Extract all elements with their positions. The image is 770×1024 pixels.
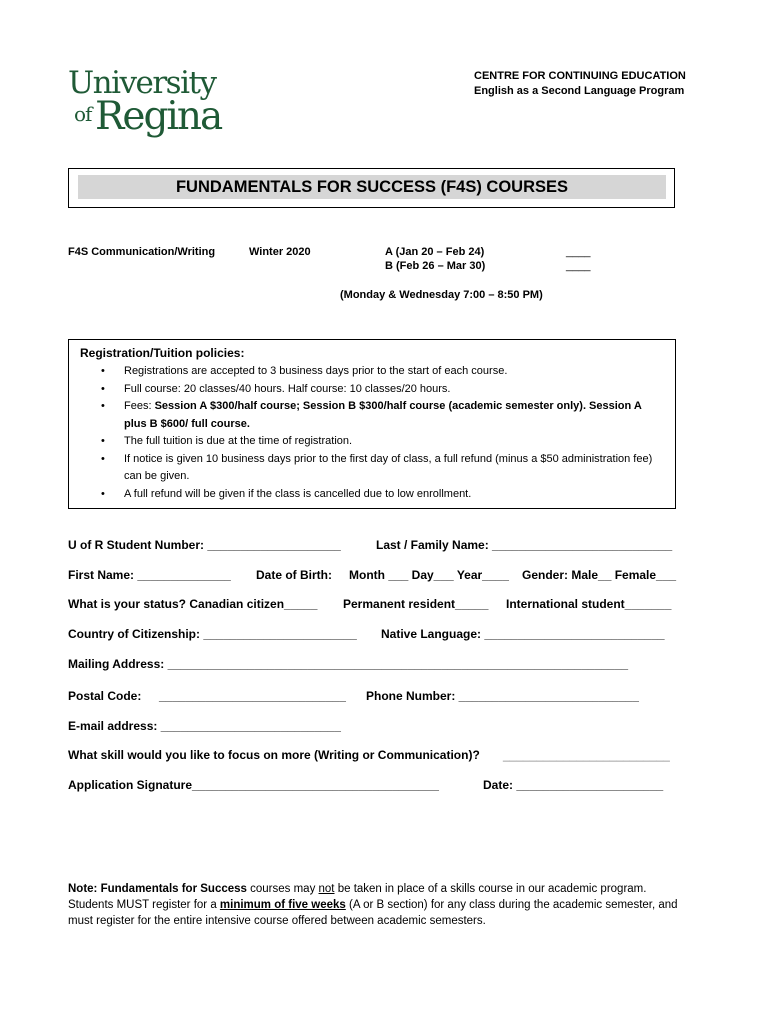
policies-title: Registration/Tuition policies: bbox=[80, 346, 245, 360]
title-box bbox=[68, 168, 675, 208]
page-title: FUNDAMENTALS FOR SUCCESS (F4S) COURSES bbox=[78, 175, 666, 199]
gender-field[interactable]: Gender: Male__ Female___ bbox=[522, 568, 677, 582]
footer-note: Note: Fundamentals for Success courses may not be taken in place of a skills course in our academic program. Students MUST register for a minimum of five weeks (A or B section) for any class during the academic semester, and must register for the entire intensive course offered between academic semesters. bbox=[68, 883, 678, 927]
postal-code-field[interactable]: ____________________________ bbox=[159, 689, 346, 703]
policy-item: • Full course: 20 classes/40 hours. Half course: 10 classes/20 hours. bbox=[69, 381, 654, 399]
date-field[interactable]: Date: ______________________ bbox=[483, 778, 664, 792]
policy-item: • If notice is given 10 business days prior to the first day of class, a full refund (minus a $50 administration fee) can be given. bbox=[101, 452, 653, 482]
dob-field[interactable]: Month ___ Day___ Year____ bbox=[349, 568, 509, 582]
skill-field[interactable]: _________________________ bbox=[503, 748, 670, 762]
status-pr-field[interactable]: Permanent resident_____ bbox=[343, 597, 489, 611]
policies-box bbox=[68, 339, 676, 509]
header-program: English as a Second Language Program bbox=[474, 85, 685, 97]
session-b-blank[interactable]: ____ bbox=[566, 260, 591, 272]
bullet-icon: • bbox=[101, 400, 105, 412]
policies-list bbox=[69, 363, 654, 503]
status-intl-field[interactable]: International student_______ bbox=[506, 597, 672, 611]
mailing-address-field[interactable]: Mailing Address: _____________________________________________________________________ bbox=[68, 657, 629, 671]
signature-field[interactable]: Application Signature_____________________________________ bbox=[68, 778, 439, 792]
course-term: Winter 2020 bbox=[249, 246, 311, 258]
policy-item: • Registrations are accepted to 3 business days prior to the start of each course. bbox=[69, 363, 654, 381]
course-schedule: (Monday & Wednesday 7:00 – 8:50 PM) bbox=[340, 289, 543, 301]
policy-item: • A full refund will be given if the class is cancelled due to low enrollment. bbox=[69, 486, 654, 504]
logo-regina: Regina bbox=[95, 94, 222, 139]
session-a-blank[interactable]: ____ bbox=[566, 246, 591, 258]
bullet-icon: • bbox=[101, 382, 105, 395]
session-a: A (Jan 20 – Feb 24) bbox=[385, 246, 485, 258]
bullet-icon: • bbox=[101, 435, 105, 447]
student-number-field[interactable]: U of R Student Number: ____________________ bbox=[68, 538, 341, 552]
logo-of: of bbox=[74, 102, 92, 126]
email-field[interactable]: E-mail address: ___________________________ bbox=[68, 719, 341, 733]
course-name: F4S Communication/Writing bbox=[68, 246, 216, 258]
skill-question: What skill would you like to focus on more (Writing or Communication)? bbox=[68, 748, 480, 762]
policy-item: • Fees: Session A $300/half course; Session B $300/half course (academic semester only). Session A plus B $600/ full course. bbox=[101, 400, 642, 430]
native-language-field[interactable]: Native Language: ___________________________ bbox=[381, 627, 665, 641]
last-name-field[interactable]: Last / Family Name: ___________________________ bbox=[376, 538, 673, 552]
header-centre: CENTRE FOR CONTINUING EDUCATION bbox=[474, 70, 686, 82]
bullet-icon: • bbox=[101, 452, 105, 465]
policy-item: • The full tuition is due at the time of registration. bbox=[69, 433, 654, 451]
phone-field[interactable]: Phone Number: ___________________________ bbox=[366, 689, 639, 703]
postal-code-label: Postal Code: bbox=[68, 689, 142, 703]
logo-university: University bbox=[68, 65, 216, 101]
citizenship-field[interactable]: Country of Citizenship: _______________________ bbox=[68, 627, 357, 641]
first-name-field[interactable]: First Name: ______________ bbox=[68, 568, 231, 582]
bullet-icon: • bbox=[101, 365, 105, 377]
session-b: B (Feb 26 – Mar 30) bbox=[385, 260, 486, 272]
dob-label: Date of Birth: bbox=[256, 568, 332, 582]
bullet-icon: • bbox=[101, 487, 105, 500]
status-citizen-field[interactable]: What is your status? Canadian citizen_____ bbox=[68, 597, 318, 611]
